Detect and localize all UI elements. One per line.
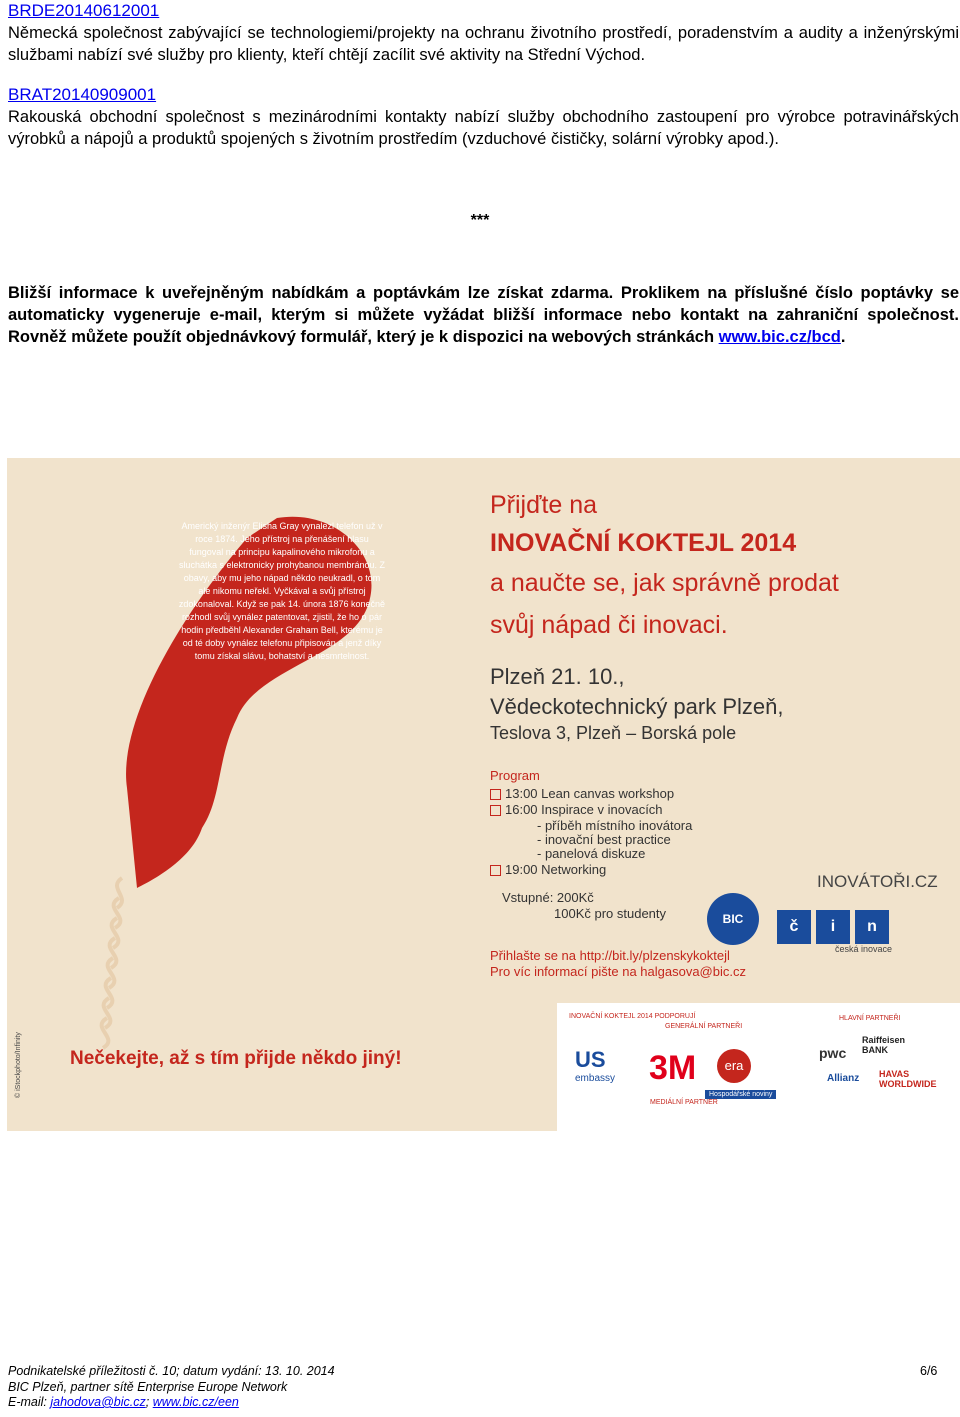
email-link[interactable]: jahodova@bic.cz [50,1395,146,1409]
entry-price-students: 100Kč pro studenty [554,906,667,921]
program-item-1: 13:00 Lean canvas workshop [490,786,674,801]
offer-2 [8,84,959,150]
footer-line-1: Podnikatelské příležitosti č. 10; datum vydání: 13. 10. 2014 [8,1364,335,1378]
checkbox-icon [490,805,501,816]
offer-text: Rakouská obchodní společnost s mezinárodními kontakty nabízí služby obchodního zastoupení pro výrobce potravinářských výrobků a nápojů a produktů spojených s životním prostředím (vzduchové čističky, solární výrobky apod.). [8,108,959,148]
allianz-logo: Allianz [827,1073,860,1084]
us-embassy-logo: US embassy [575,1047,616,1084]
footer-contacts: E-mail: jahodova@bic.cz; www.bic.cz/een [8,1395,239,1409]
bic-logo: BIC [707,893,759,945]
offer-text: Německá společnost zabývající se technologiemi/projekty na ochranu životního prostředí, poradenstvím a audity a inženýrskými službami nabízí své služby pro klienty, kteří chtějí zacílit své aktivity na Střední Východ. [8,24,959,64]
offer-code-link[interactable]: BRAT20140909001 [8,85,157,104]
poster-headline-4: svůj nápad či inovaci. [490,611,728,639]
poster-slogan: Nečekejte, až s tím přijde někdo jiný! [70,1048,402,1069]
offer-1 [8,0,959,66]
info-end: . [840,328,846,346]
separator: *** [470,212,490,229]
era-logo: era [717,1049,751,1083]
cord-story-text: Americký inženýr Elisha Gray vynalezl telefon už v roce 1874. Jeho přístroj na přenášení hlasu fungoval na principu kapalinového mikrofonu a sluchátka s elektronicky prohybanou membránou. Z obavy, aby mu jeho nápad někdo neukradl, o tom ale nikomu neřekl. Vyčkával a svůj přístroj zdokonaloval. Když se pak 14. února 1876 konečně rozhodl svůj vynález patentovat, zjistil, že ho o pár hodin předběhl Alexander Graham Bell, kterému je od té doby vynález telefonu připisován a jenž díky tomu získal slávu, bohatství a nesmrtelnost. [178,521,386,661]
web-link[interactable]: www.bic.cz/een [152,1395,239,1409]
contact-line: Pro víc informací pište na halgasova@bic.cz [490,964,746,979]
poster-headline-3: a naučte se, jak správně prodat [490,569,839,597]
poster-headline-1: Přijďte na [490,491,598,519]
poster-place-1: Plzeň 21. 10., [490,664,625,689]
checkbox-icon [490,789,501,800]
program-title: Program [490,768,540,783]
poster-headline-2: INOVAČNÍ KOKTEJL 2014 [490,529,797,557]
partners-box: INOVAČNÍ KOKTEJL 2014 PODPORUJÍ GENERÁLNÍ PARTNEŘI HLAVNÍ PARTNEŘI US embassy 3M era pwc Raiffeisen BANK Allianz HAVAS WORLDWIDE Hospodářské noviny MEDIÁLNÍ PARTNER [557,1003,960,1131]
poster-place-2: Vědeckotechnický park Plzeň, [490,694,784,719]
offer-code-link[interactable]: BRDE20140612001 [8,1,160,20]
inovatori-logo: INOVÁTOŘI.CZ [817,872,938,891]
bcd-link[interactable]: www.bic.cz/bcd [718,328,841,346]
photo-credit: © iStockphoto/Infinity [15,1032,22,1098]
program-subitem-1: - příběh místního inovátora [537,818,693,833]
ceska-inovace-logo: č i n česká inovace [777,910,932,954]
entry-price: Vstupné: 200Kč [502,890,594,905]
checkbox-icon [490,865,501,876]
program-subitem-3: - panelová diskuze [537,846,646,861]
info-paragraph [8,282,959,348]
event-poster [7,458,960,1131]
raiffeisen-logo: Raiffeisen BANK [862,1035,906,1055]
program-item-3: 19:00 Networking [490,862,606,877]
info-text: Bližší informace k uveřejněným nabídkám a poptávkám lze získat zdarma. Proklikem na příslušné číslo poptávky se automaticky vygeneruje e-mail, kterým si můžete vyžádat bližší informace nebo kontakt na zahraniční společnost. Rovněž můžete použít objednávkový formulář, který je k dispozici na webových stránkách [8,284,959,346]
poster-address: Teslova 3, Plzeň – Borská pole [490,723,737,743]
3m-logo: 3M [649,1049,697,1087]
pwc-logo: pwc [819,1045,847,1061]
program-subitem-2: - inovační best practice [537,832,671,847]
footer-line-2: BIC Plzeň, partner sítě Enterprise Europe Network [8,1380,288,1394]
hospodarske-noviny-logo: Hospodářské noviny [705,1090,776,1099]
page-number: 6/6 [920,1364,938,1378]
program-item-2: 16:00 Inspirace v inovacích [490,802,663,817]
havas-logo: HAVAS WORLDWIDE [879,1069,937,1089]
signup-line: Přihlašte se na http://bit.ly/plzenskykoktejl [490,948,730,963]
